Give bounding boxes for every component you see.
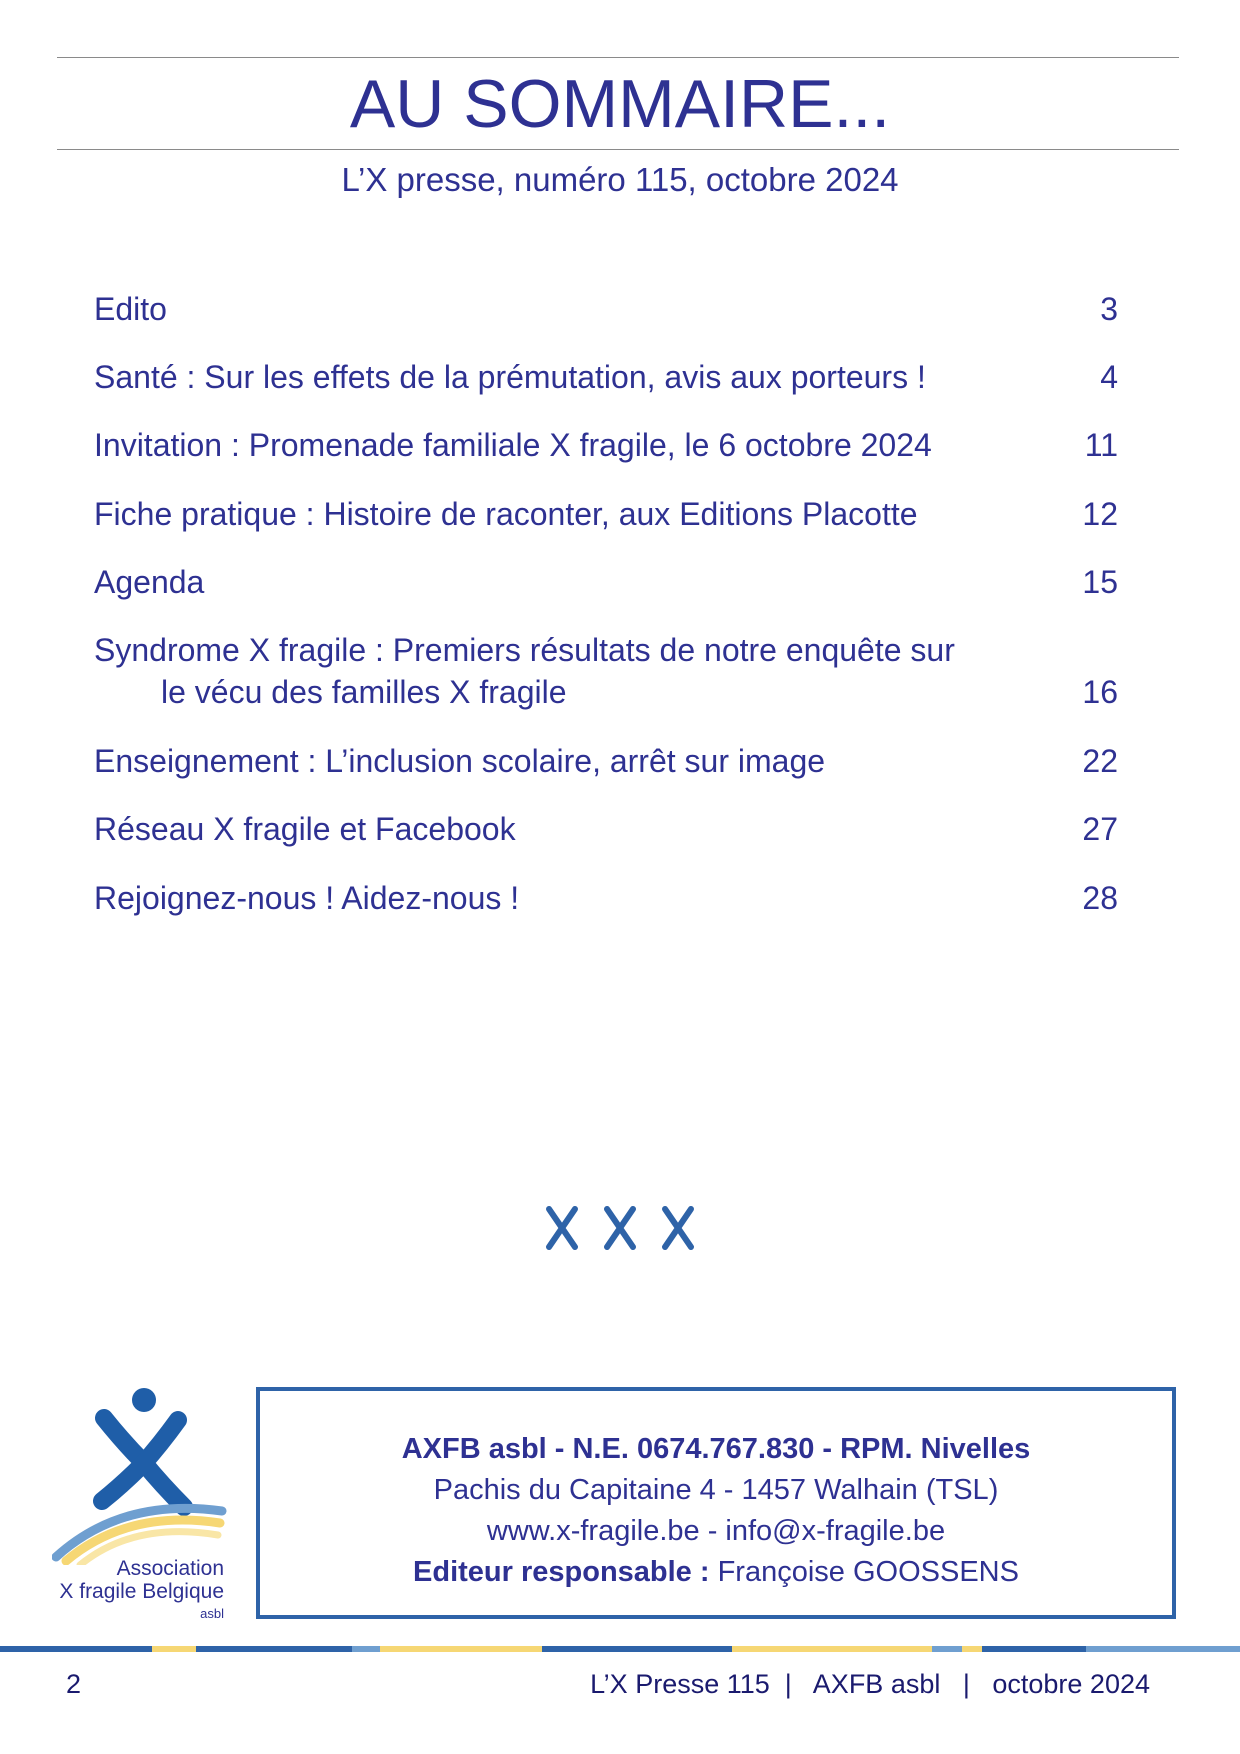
toc-item-title: Santé : Sur les effets de la prémutation, avis aux porteurs ! bbox=[94, 359, 926, 395]
logo-line3: asbl bbox=[200, 1606, 224, 1621]
toc-item-title: Rejoignez-nous ! Aidez-nous ! bbox=[94, 880, 520, 916]
responsible-editor: Editeur responsable : Françoise GOOSSENS bbox=[413, 1556, 1019, 1588]
toc-item-title: Edito bbox=[94, 291, 167, 327]
toc-item-title: Fiche pratique : Histoire de raconter, aux Editions Placotte bbox=[94, 496, 918, 532]
toc-item-page: 3 bbox=[1100, 291, 1118, 327]
toc-item-page: 28 bbox=[1082, 880, 1118, 916]
issue-subtitle: L’X presse, numéro 115, octobre 2024 bbox=[341, 161, 899, 198]
toc-item[interactable] bbox=[94, 493, 1118, 535]
toc-item[interactable] bbox=[94, 877, 1118, 919]
toc-item[interactable] bbox=[94, 424, 1118, 466]
three-x-icon bbox=[543, 1203, 703, 1253]
toc-item-title: Enseignement : L’inclusion scolaire, arrêt sur image bbox=[94, 743, 826, 779]
title-rule bbox=[57, 149, 1179, 150]
toc-item-page: 4 bbox=[1100, 359, 1118, 395]
association-logo bbox=[52, 1385, 232, 1625]
org-contact: www.x-fragile.be - info@x-fragile.be bbox=[486, 1515, 946, 1547]
logo-line1: Association bbox=[116, 1557, 224, 1580]
x-figure-icon bbox=[52, 1385, 232, 1565]
toc-item-title: Agenda bbox=[94, 564, 205, 600]
toc-item-title-line1: Syndrome X fragile : Premiers résultats de notre enquête sur bbox=[94, 632, 955, 668]
toc-item-title-line2: le vécu des familles X fragile bbox=[161, 674, 567, 710]
toc-item-title bbox=[94, 629, 1118, 713]
publisher-info-box bbox=[256, 1387, 1176, 1619]
toc-item-page: 27 bbox=[1082, 811, 1118, 847]
toc-item-page: 12 bbox=[1082, 496, 1118, 532]
org-address: Pachis du Capitaine 4 - 1457 Walhain (TSL) bbox=[433, 1474, 999, 1506]
footer-color-bar bbox=[0, 1646, 1240, 1652]
logo-line2: X fragile Belgique bbox=[59, 1580, 224, 1603]
org-registration: AXFB asbl - N.E. 0674.767.830 - RPM. Nivelles bbox=[401, 1433, 1031, 1465]
toc-item[interactable] bbox=[94, 629, 1118, 713]
top-rule bbox=[57, 57, 1179, 58]
toc-item-page: 22 bbox=[1082, 743, 1118, 779]
toc-item-title: Invitation : Promenade familiale X fragile, le 6 octobre 2024 bbox=[94, 427, 932, 463]
toc-item-page: 16 bbox=[1082, 674, 1118, 710]
toc-item[interactable] bbox=[94, 808, 1118, 850]
footer-publication: L’X Presse 115 | AXFB asbl | octobre 2024 bbox=[590, 1669, 1150, 1699]
toc-item-title: Réseau X fragile et Facebook bbox=[94, 811, 516, 847]
toc-item[interactable] bbox=[94, 561, 1118, 603]
toc-item[interactable] bbox=[94, 740, 1118, 782]
toc-item-page: 15 bbox=[1082, 564, 1118, 600]
toc-item[interactable] bbox=[94, 356, 1118, 398]
toc-item[interactable] bbox=[94, 288, 1118, 330]
toc-item-page: 11 bbox=[1084, 427, 1118, 463]
page-number: 2 bbox=[66, 1669, 82, 1699]
page-title: AU SOMMAIRE... bbox=[349, 66, 891, 142]
